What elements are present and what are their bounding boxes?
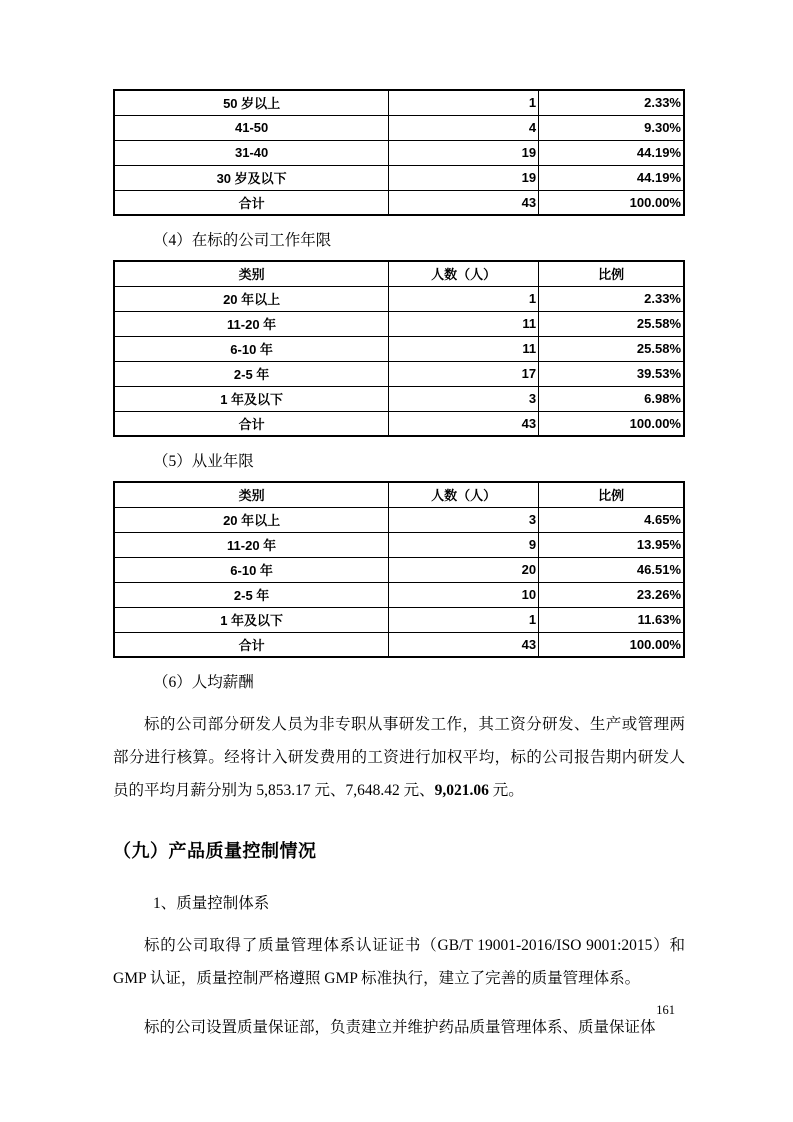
age-distribution-table-continued xyxy=(113,89,685,216)
count-cell: 43 xyxy=(389,190,539,215)
category-cell: 6-10 年 xyxy=(114,557,389,582)
table-header-cell: 比例 xyxy=(539,482,684,507)
table-row xyxy=(114,115,684,140)
section-4-heading: （4）在标的公司工作年限 xyxy=(153,232,332,249)
count-cell: 20 xyxy=(389,557,539,582)
count-cell: 1 xyxy=(389,286,539,311)
table-row xyxy=(114,361,684,386)
category-cell: 41-50 xyxy=(114,115,389,140)
count-cell: 9 xyxy=(389,532,539,557)
percent-cell: 6.98% xyxy=(539,386,684,411)
table-row xyxy=(114,386,684,411)
table-row xyxy=(114,165,684,190)
table-row xyxy=(114,507,684,532)
table-row xyxy=(114,336,684,361)
category-cell: 11-20 年 xyxy=(114,311,389,336)
count-cell: 3 xyxy=(389,386,539,411)
count-cell: 11 xyxy=(389,336,539,361)
percent-cell: 39.53% xyxy=(539,361,684,386)
table-row xyxy=(114,190,684,215)
percent-cell: 11.63% xyxy=(539,607,684,632)
table-header-cell: 人数（人） xyxy=(389,261,539,286)
table-header-cell: 类别 xyxy=(114,482,389,507)
percent-cell: 25.58% xyxy=(539,311,684,336)
percent-cell: 100.00% xyxy=(539,632,684,657)
category-cell: 20 年以上 xyxy=(114,507,389,532)
percent-cell: 46.51% xyxy=(539,557,684,582)
count-cell: 4 xyxy=(389,115,539,140)
category-cell: 31-40 xyxy=(114,140,389,165)
count-cell: 1 xyxy=(389,607,539,632)
count-cell: 11 xyxy=(389,311,539,336)
percent-cell: 44.19% xyxy=(539,165,684,190)
category-cell: 合计 xyxy=(114,190,389,215)
table-row xyxy=(114,632,684,657)
percent-cell: 13.95% xyxy=(539,532,684,557)
category-cell: 11-20 年 xyxy=(114,532,389,557)
category-cell: 2-5 年 xyxy=(114,582,389,607)
category-cell: 30 岁及以下 xyxy=(114,165,389,190)
percent-cell: 9.30% xyxy=(539,115,684,140)
table-header-cell: 人数（人） xyxy=(389,482,539,507)
count-cell: 43 xyxy=(389,632,539,657)
salary-text-lead: 标的公司部分研发人员为非专职从事研发工作，其工资分研发、生产或管理两部分进行核算。经将计入研发费用的工资进行加权平均，标的公司报告期内研发人员的平均月薪分别为 5,853.17 元、7,648.42 元、 xyxy=(113,716,685,799)
quality-system-subheading: 1、质量控制体系 xyxy=(153,895,270,912)
table-row xyxy=(114,140,684,165)
table-header-cell: 比例 xyxy=(539,261,684,286)
count-cell: 10 xyxy=(389,582,539,607)
table-row xyxy=(114,311,684,336)
percent-cell: 23.26% xyxy=(539,582,684,607)
percent-cell: 25.58% xyxy=(539,336,684,361)
percent-cell: 44.19% xyxy=(539,140,684,165)
category-cell: 合计 xyxy=(114,632,389,657)
category-cell: 2-5 年 xyxy=(114,361,389,386)
quality-assurance-paragraph: 标的公司设置质量保证部，负责建立并维护药品质量管理体系、质量保证体 xyxy=(144,1019,656,1036)
count-cell: 3 xyxy=(389,507,539,532)
count-cell: 43 xyxy=(389,411,539,436)
section-9-heading: （九）产品质量控制情况 xyxy=(113,841,317,861)
salary-text-tail: 元。 xyxy=(488,782,524,799)
percent-cell: 2.33% xyxy=(539,90,684,115)
category-cell: 合计 xyxy=(114,411,389,436)
industry-experience-table xyxy=(113,481,685,658)
section-5-heading: （5）从业年限 xyxy=(153,453,254,470)
section-6-heading: （6）人均薪酬 xyxy=(153,674,254,691)
table-row xyxy=(114,557,684,582)
table-row xyxy=(114,607,684,632)
quality-certification-paragraph: 标的公司取得了质量管理体系认证证书（GB/T 19001-2016/ISO 9001:2015）和 GMP 认证，质量控制严格遵照 GMP 标准执行，建立了完善的质量管理体系。 xyxy=(113,937,685,987)
category-cell: 50 岁以上 xyxy=(114,90,389,115)
percent-cell: 100.00% xyxy=(539,190,684,215)
category-cell: 20 年以上 xyxy=(114,286,389,311)
page-number: 161 xyxy=(656,1003,675,1017)
table-row xyxy=(114,411,684,436)
table-row xyxy=(114,582,684,607)
category-cell: 6-10 年 xyxy=(114,336,389,361)
table-header-row xyxy=(114,261,684,286)
count-cell: 19 xyxy=(389,140,539,165)
count-cell: 17 xyxy=(389,361,539,386)
category-cell: 1 年及以下 xyxy=(114,607,389,632)
table-row xyxy=(114,90,684,115)
percent-cell: 100.00% xyxy=(539,411,684,436)
company-tenure-table xyxy=(113,260,685,437)
table-header-cell: 类别 xyxy=(114,261,389,286)
page-content xyxy=(113,89,685,1044)
table-header-row xyxy=(114,482,684,507)
percent-cell: 2.33% xyxy=(539,286,684,311)
average-salary-paragraph xyxy=(113,708,685,807)
category-cell: 1 年及以下 xyxy=(114,386,389,411)
percent-cell: 4.65% xyxy=(539,507,684,532)
salary-bold-value: 9,021.06 xyxy=(434,782,489,799)
table-row xyxy=(114,532,684,557)
count-cell: 19 xyxy=(389,165,539,190)
table-row xyxy=(114,286,684,311)
count-cell: 1 xyxy=(389,90,539,115)
